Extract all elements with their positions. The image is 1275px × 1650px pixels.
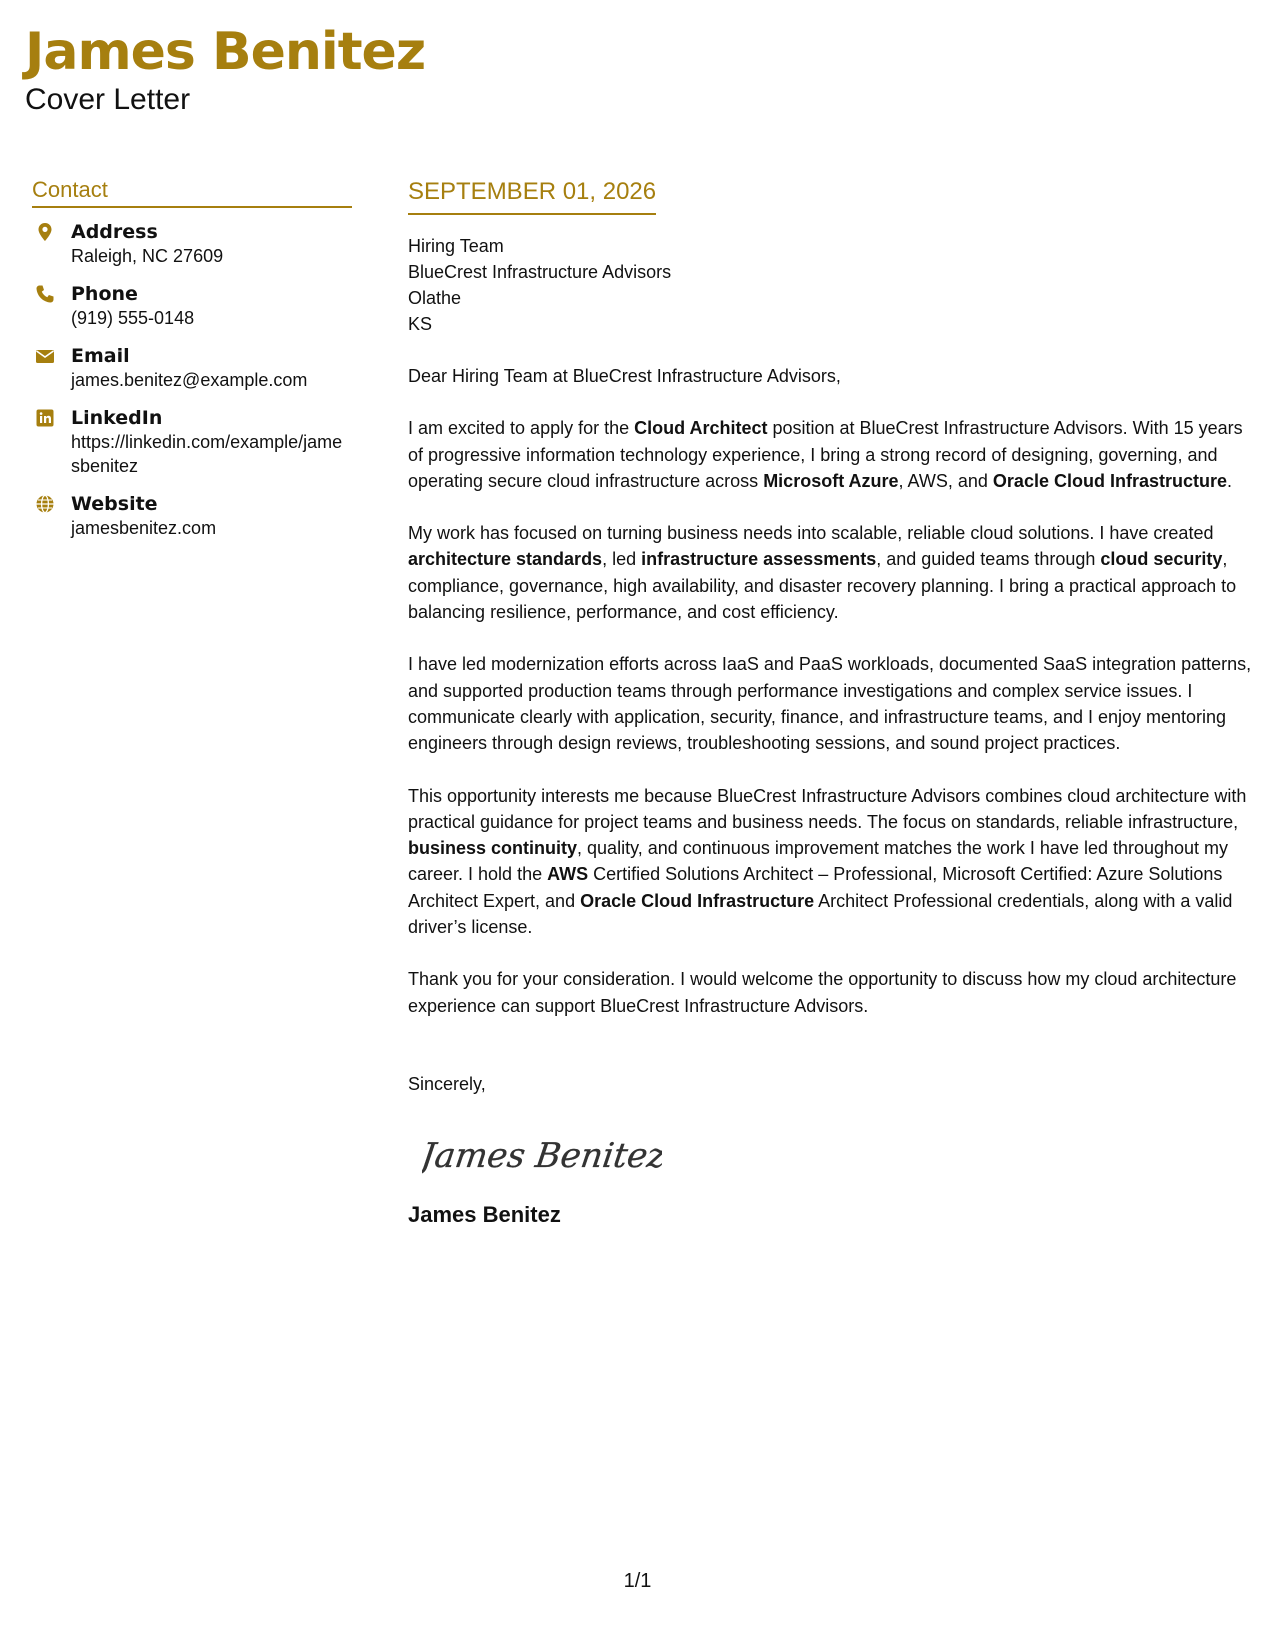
text-run: . [1226,470,1232,491]
text-run: Certified Solutions Architect – Professional, Microsoft Certified: Azure Solutions Architect Expert, and [408,864,1223,911]
letter-date: SEPTEMBER 01, 2026 [408,178,657,205]
applicant-name: James Benitez [25,22,426,82]
header [25,22,425,118]
text-run: My work has focused on turning business needs into scalable, reliable cloud solutions. I have created [408,523,1214,544]
envelope-icon [35,346,55,366]
paragraph-modernization: I have led modernization efforts across IaaS and PaaS workloads, documented SaaS integration patterns, and supported production teams through performance investigations and complex service issues. I communicate clearly with application, security, finance, and infrastructure teams, and I enjoy mentoring engineers through design reviews, troubleshooting sessions, and sound project practices. [408,654,1252,754]
contact-label: Website [71,493,158,515]
contact-phone [32,282,352,330]
paragraph-thanks: Thank you for your consideration. I would welcome the opportunity to discuss how my cloud architecture experience can support BlueCrest Infrastructure Advisors. [408,969,1237,1016]
text-run: , compliance, governance, high availability, and disaster recovery planning. I bring a practical approach to balancing resilience, performance, and cost efficiency. [408,549,1237,623]
bold-phrase: Microsoft Azure [763,470,899,491]
paragraph-experience [408,520,1253,625]
contact-linkedin [32,406,352,478]
contact-website [32,492,352,540]
linkedin-value[interactable]: https://linkedin.com/example/jamesbenitez [71,432,343,476]
globe-icon [35,494,55,514]
contact-label: Address [71,221,158,243]
text-run: position at BlueCrest Infrastructure Advisors. With 15 years of progressive information technology experience, I bring a strong record of designing, governing, and operating secure cloud infrastructure across [408,418,1243,491]
text-run: Architect Professional credentials, along with a valid driver’s license. [408,890,1233,938]
contact-email [32,344,352,392]
contact-address [32,220,352,268]
recipient-block [408,233,1253,337]
email-value[interactable]: james.benitez@example.com [71,370,308,390]
map-pin-icon [35,222,55,242]
bold-phrase: Oracle Cloud Infrastructure [992,470,1227,491]
bold-phrase: infrastructure assessments [641,549,877,570]
contact-label: Email [71,345,130,367]
recipient-line: KS [408,314,433,334]
recipient-line: Olathe [408,288,462,308]
bold-phrase: Cloud Architect [634,418,768,439]
linkedin-icon [35,408,55,428]
svg-text:James Benitez: James Benitez [422,1136,662,1176]
contact-label: Phone [71,283,138,305]
document-type: Cover Letter [25,83,191,116]
paragraph-interest [408,783,1253,941]
website-value[interactable]: jamesbenitez.com [71,518,217,538]
text-run: , led [602,549,642,570]
signer-name: James Benitez [408,1201,561,1227]
recipient-line: BlueCrest Infrastructure Advisors [408,262,672,282]
contact-label: LinkedIn [71,407,163,429]
signature-image [422,1123,662,1183]
paragraph-intro [408,415,1253,494]
bold-phrase: cloud security [1100,549,1223,570]
bold-phrase: business continuity [408,838,578,859]
date-block [408,177,656,215]
closing: Sincerely, [408,1073,486,1094]
text-run: I am excited to apply for the [408,418,635,439]
bold-phrase: AWS [547,864,589,885]
bold-phrase: architecture standards [408,549,603,570]
address-value: Raleigh, NC 27609 [71,246,224,266]
bold-phrase: Oracle Cloud Infrastructure [580,890,815,911]
contact-heading: Contact [32,177,352,208]
text-run: , AWS, and [898,470,993,491]
phone-icon [35,284,55,304]
phone-value: (919) 555-0148 [71,308,195,328]
text-run: , and guided teams through [876,549,1101,570]
text-run: , quality, and continuous improvement matches the work I have led throughout my career. I hold the [408,838,1229,885]
contact-sidebar [32,177,352,554]
salutation: Dear Hiring Team at BlueCrest Infrastructure Advisors, [408,366,841,386]
page-number: 1/1 [623,1570,652,1592]
recipient-line: Hiring Team [408,236,504,256]
letter-body [408,177,1253,1228]
text-run: This opportunity interests me because BlueCrest Infrastructure Advisors combines cloud architecture with practical guidance for project teams and business needs. The focus on standards, reliable infrastructure, [408,785,1247,832]
